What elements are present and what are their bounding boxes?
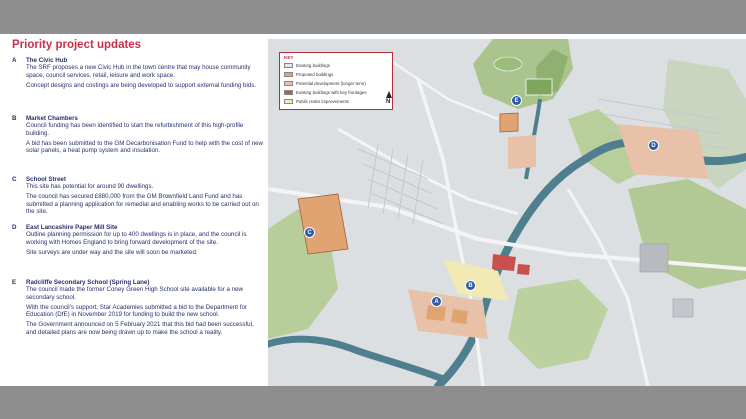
section-title: Market Chambers — [26, 115, 78, 122]
project-section-b — [12, 115, 264, 157]
section-paragraph: Concept designs and costings are being developed to support external funding bids. — [26, 81, 257, 89]
section-paragraph: The council has secured £880,000 from the GM Brownfield Land Fund and has submitted a planning application for remedial and enabling works to be carried out on the site. — [26, 193, 259, 216]
key-item-proposed-buildings: Proposed buildings — [284, 71, 390, 78]
section-paragraph: The SRF proposes a new Civic Hub in the town centre that may house community space, council services, retail, leisure and work space. — [26, 64, 251, 79]
section-paragraph: A bid has been submitted to the GM Decarbonisation Fund to help with the cost of new solar panels, a heat pump system and insulation. — [26, 139, 263, 155]
section-letter: A — [12, 57, 17, 64]
map-marker-e: E — [511, 95, 522, 106]
section-paragraph: Outline planning permission for up to 400 dwellings is in place, and the council is working with Homes England to bring forward development of the site. — [26, 231, 247, 246]
page-title: Priority project updates — [12, 39, 142, 51]
section-letter: C — [12, 176, 17, 183]
section-title: School Street — [26, 176, 66, 183]
section-paragraph: The Government announced on 5 February 2021 that this bid had been successful, and detailed plans are now being drawn up to make the school a reality. — [26, 321, 254, 336]
north-arrow-icon: N — [386, 91, 392, 105]
section-paragraph: Council funding has been identified to start the refurbishment of this high-profile building. — [26, 122, 244, 137]
bottom-gray-band — [0, 386, 746, 419]
top-gray-band — [0, 0, 746, 34]
map-key — [279, 52, 393, 110]
section-letter: B — [12, 115, 17, 122]
map-marker-b: B — [465, 280, 476, 291]
key-swatch — [284, 63, 293, 68]
project-section-c — [12, 176, 264, 218]
section-letter: E — [12, 279, 17, 286]
project-section-a — [12, 57, 264, 92]
key-item-potential-development: Potential development (longer term) — [284, 80, 390, 87]
section-paragraph: This site has potential for around 90 dwellings. — [26, 183, 154, 191]
section-paragraph: Site surveys are under way and the site will soon be marketed. — [26, 248, 198, 256]
key-swatch — [284, 90, 293, 95]
map-marker-a: A — [431, 296, 442, 307]
key-item-public-realm: Public realm improvements — [284, 98, 390, 105]
key-swatch — [284, 99, 293, 104]
section-paragraph: With the council's support, Star Academies submitted a bid to the Department for Education (DfE) in November 2019 for funding to build the new school. — [26, 303, 247, 319]
section-title: The Civic Hub — [26, 57, 68, 64]
section-title: East Lancashire Paper Mill Site — [26, 224, 118, 231]
section-letter: D — [12, 224, 17, 231]
map-marker-d: D — [648, 140, 659, 151]
key-item-existing-buildings: Existing buildings — [284, 62, 390, 69]
key-swatch — [284, 81, 293, 86]
section-paragraph: The council made the former Coney Green High School site available for a new secondary school. — [26, 286, 244, 301]
project-section-e — [12, 279, 264, 339]
map-marker-c: C — [304, 227, 315, 238]
key-item-key-frontages: Existing buildings with key frontages — [284, 89, 390, 96]
section-title: Radcliffe Secondary School (Spring Lane) — [26, 279, 150, 286]
key-swatch — [284, 72, 293, 77]
key-title: KEY — [284, 55, 294, 60]
project-section-d — [12, 224, 264, 259]
masterplan-map — [268, 39, 746, 386]
document-page — [0, 34, 746, 386]
